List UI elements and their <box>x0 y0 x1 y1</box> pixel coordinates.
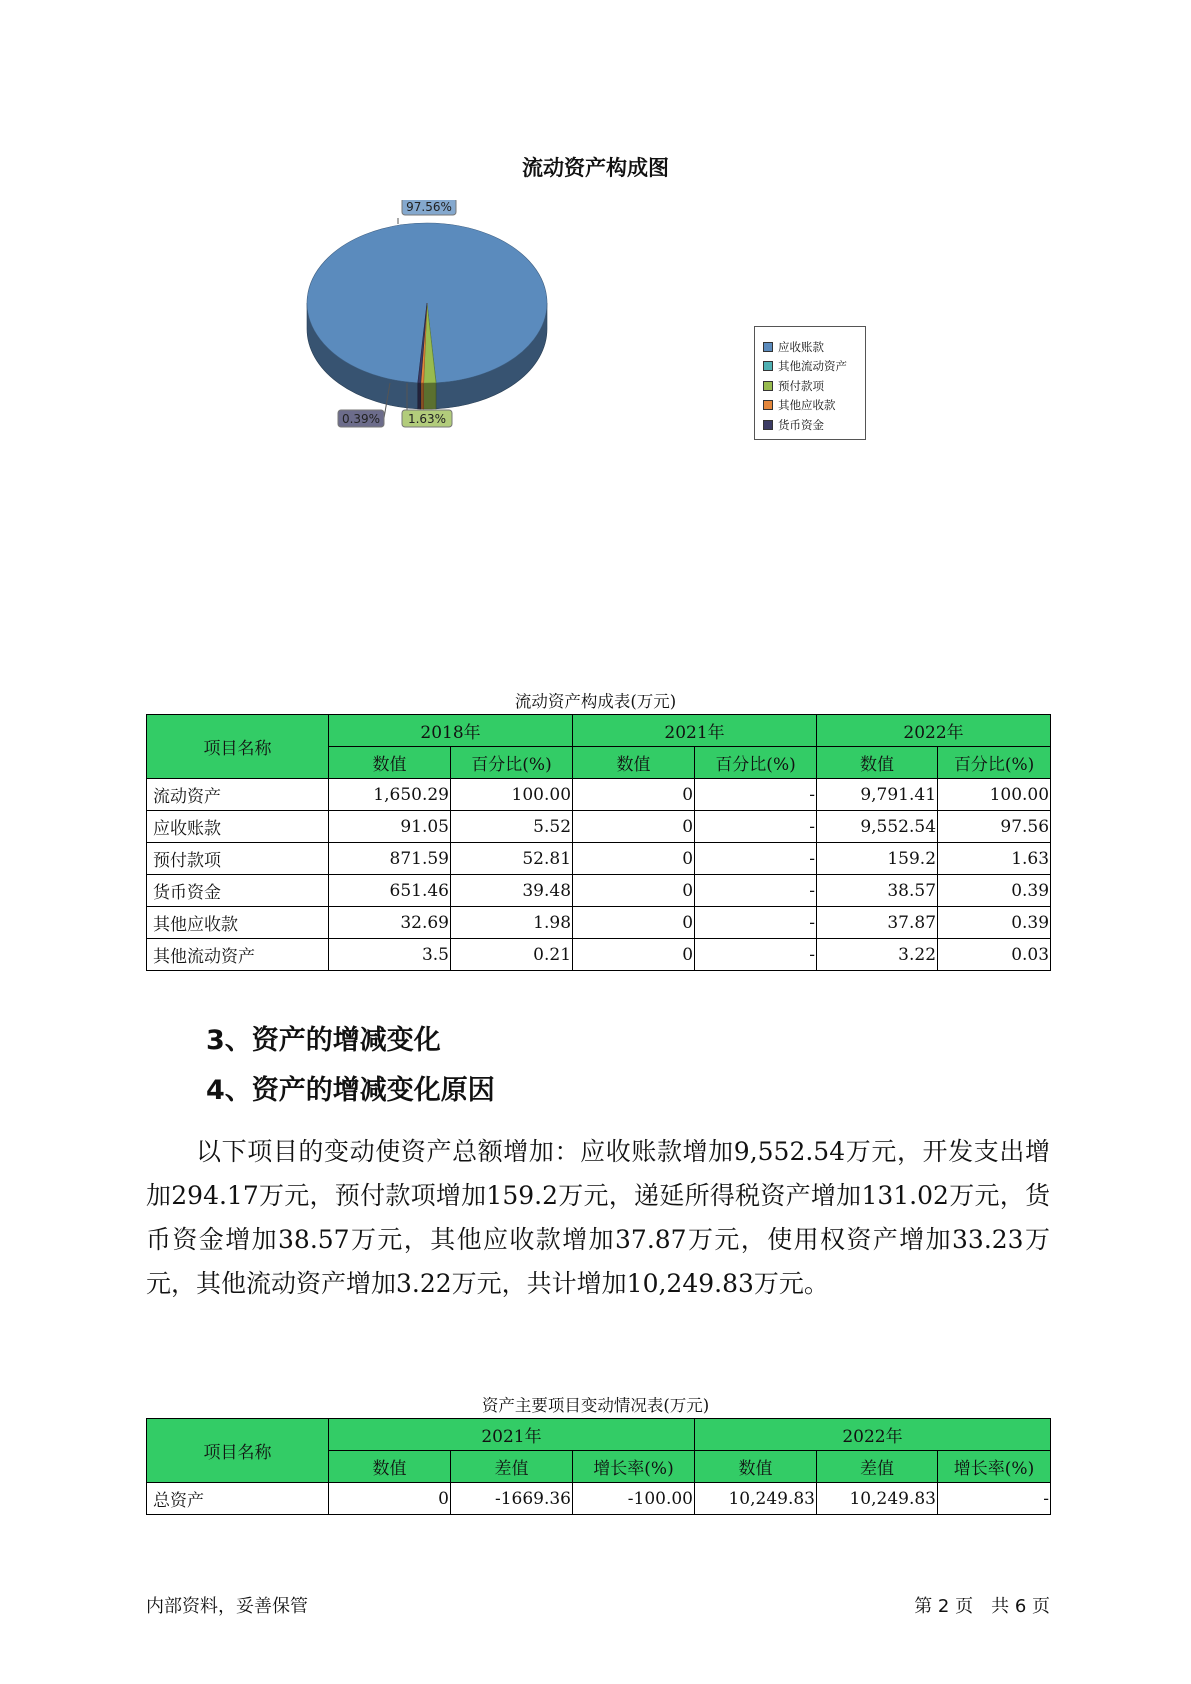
legend-swatch <box>763 381 773 391</box>
row-label: 流动资产 <box>147 779 329 811</box>
table-cell: 100.00 <box>451 779 573 811</box>
row-label: 其他应收款 <box>147 907 329 939</box>
table-cell: 0 <box>573 875 695 907</box>
year-header: 2022年 <box>695 1419 1051 1451</box>
legend-item <box>763 376 865 396</box>
table-cell: 52.81 <box>451 843 573 875</box>
table-cell: 1,650.29 <box>329 779 451 811</box>
row-label: 货币资金 <box>147 875 329 907</box>
table-cell: - <box>695 843 817 875</box>
legend-item <box>763 396 865 416</box>
diff-header: 差值 <box>817 1451 938 1483</box>
table-cell: 3.22 <box>817 939 938 971</box>
table-cell: - <box>938 1483 1051 1515</box>
table2-caption: 资产主要项目变动情况表(万元) <box>481 1396 710 1415</box>
table-cell: 0 <box>573 907 695 939</box>
table-cell: 651.46 <box>329 875 451 907</box>
value-header: 数值 <box>817 747 938 779</box>
table-cell: 91.05 <box>329 811 451 843</box>
legend-label: 货币资金 <box>778 417 824 432</box>
percent-header: 百分比(%) <box>695 747 817 779</box>
table-cell: - <box>695 779 817 811</box>
value-header: 数值 <box>695 1451 817 1483</box>
legend-item <box>763 415 865 435</box>
row-label: 应收账款 <box>147 811 329 843</box>
pie-side <box>421 383 424 409</box>
value-header: 数值 <box>329 1451 451 1483</box>
item-name-header: 项目名称 <box>147 1419 329 1483</box>
table-cell: 0.39 <box>938 907 1051 939</box>
table-cell: 1.98 <box>451 907 573 939</box>
table-row <box>147 939 1051 971</box>
value-header: 数值 <box>329 747 451 779</box>
table-cell: 39.48 <box>451 875 573 907</box>
table-cell: 10,249.83 <box>817 1483 938 1515</box>
table-cell: - <box>695 907 817 939</box>
body-paragraph: 以下项目的变动使资产总额增加：应收账款增加9,552.54万元，开发支出增加294.17万元，预付款项增加159.2万元，递延所得税资产增加131.02万元，货币资金增加38.57万元，其他应收款增加37.87万元，使用权资产增加33.23万元，其他流动资产增加3.22万元，共计增加10,249.83万元。 <box>146 1137 1050 1298</box>
table-cell: 32.69 <box>329 907 451 939</box>
table-cell: 9,552.54 <box>817 811 938 843</box>
chart-legend <box>754 326 866 440</box>
percent-header: 百分比(%) <box>451 747 573 779</box>
year-header: 2018年 <box>329 715 573 747</box>
legend-label: 预付款项 <box>778 378 824 393</box>
diff-header: 差值 <box>451 1451 573 1483</box>
legend-swatch <box>763 420 773 430</box>
legend-label: 其他应收款 <box>778 398 836 413</box>
table-row <box>147 843 1051 875</box>
table-cell: - <box>695 875 817 907</box>
table-cell: -1669.36 <box>451 1483 573 1515</box>
legend-swatch <box>763 400 773 410</box>
item-name-header: 项目名称 <box>147 715 329 779</box>
table-cell: 97.56 <box>938 811 1051 843</box>
data-label: 97.56% <box>406 200 452 214</box>
table-cell: 0 <box>573 811 695 843</box>
table-row <box>147 779 1051 811</box>
row-label: 预付款项 <box>147 843 329 875</box>
pie-side <box>418 383 421 409</box>
asset-change-table <box>146 1418 1051 1515</box>
legend-item <box>763 357 865 377</box>
table-cell: 1.63 <box>938 843 1051 875</box>
current-assets-table <box>146 714 1051 971</box>
table-cell: 0 <box>573 843 695 875</box>
table-cell: 0.03 <box>938 939 1051 971</box>
legend-item <box>763 337 865 357</box>
row-label: 总资产 <box>147 1483 329 1515</box>
data-label: 0.39% <box>341 412 381 426</box>
table-cell: 0 <box>329 1483 451 1515</box>
page-number: 第 2 页 共 6 页 <box>914 1596 1050 1617</box>
table-row <box>147 1483 1051 1515</box>
chart-title: 流动资产构成图 <box>522 156 669 180</box>
legend-label: 应收账款 <box>778 339 824 354</box>
table-cell: 159.2 <box>817 843 938 875</box>
value-header: 数值 <box>573 747 695 779</box>
table-cell: 3.5 <box>329 939 451 971</box>
growth-header: 增长率(%) <box>573 1451 695 1483</box>
legend-label: 其他流动资产 <box>778 359 847 374</box>
data-label: 1.63% <box>407 412 447 426</box>
pie-chart <box>280 200 580 460</box>
table1-caption: 流动资产构成表(万元) <box>514 692 677 711</box>
row-label: 其他流动资产 <box>147 939 329 971</box>
year-header: 2021年 <box>329 1419 695 1451</box>
footer-left: 内部资料，妥善保管 <box>146 1596 308 1617</box>
table-cell: -100.00 <box>573 1483 695 1515</box>
table-cell: 38.57 <box>817 875 938 907</box>
table-cell: 5.52 <box>451 811 573 843</box>
table-cell: 0 <box>573 779 695 811</box>
table-cell: - <box>695 811 817 843</box>
table-cell: 871.59 <box>329 843 451 875</box>
pie-side <box>424 383 436 409</box>
table-cell: 37.87 <box>817 907 938 939</box>
table-cell: 0 <box>573 939 695 971</box>
table-cell: 0.21 <box>451 939 573 971</box>
table-cell: 100.00 <box>938 779 1051 811</box>
year-header: 2022年 <box>817 715 1051 747</box>
table-row <box>147 907 1051 939</box>
table-cell: 0.39 <box>938 875 1051 907</box>
section-heading-4: 4、资产的增减变化原因 <box>206 1075 495 1106</box>
growth-header: 增长率(%) <box>938 1451 1051 1483</box>
section-heading-3: 3、资产的增减变化 <box>206 1025 441 1056</box>
year-header: 2021年 <box>573 715 817 747</box>
table-cell: - <box>695 939 817 971</box>
table-row <box>147 811 1051 843</box>
percent-header: 百分比(%) <box>938 747 1051 779</box>
legend-swatch <box>763 342 773 352</box>
table-cell: 9,791.41 <box>817 779 938 811</box>
table-row <box>147 875 1051 907</box>
legend-swatch <box>763 361 773 371</box>
table-cell: 10,249.83 <box>695 1483 817 1515</box>
